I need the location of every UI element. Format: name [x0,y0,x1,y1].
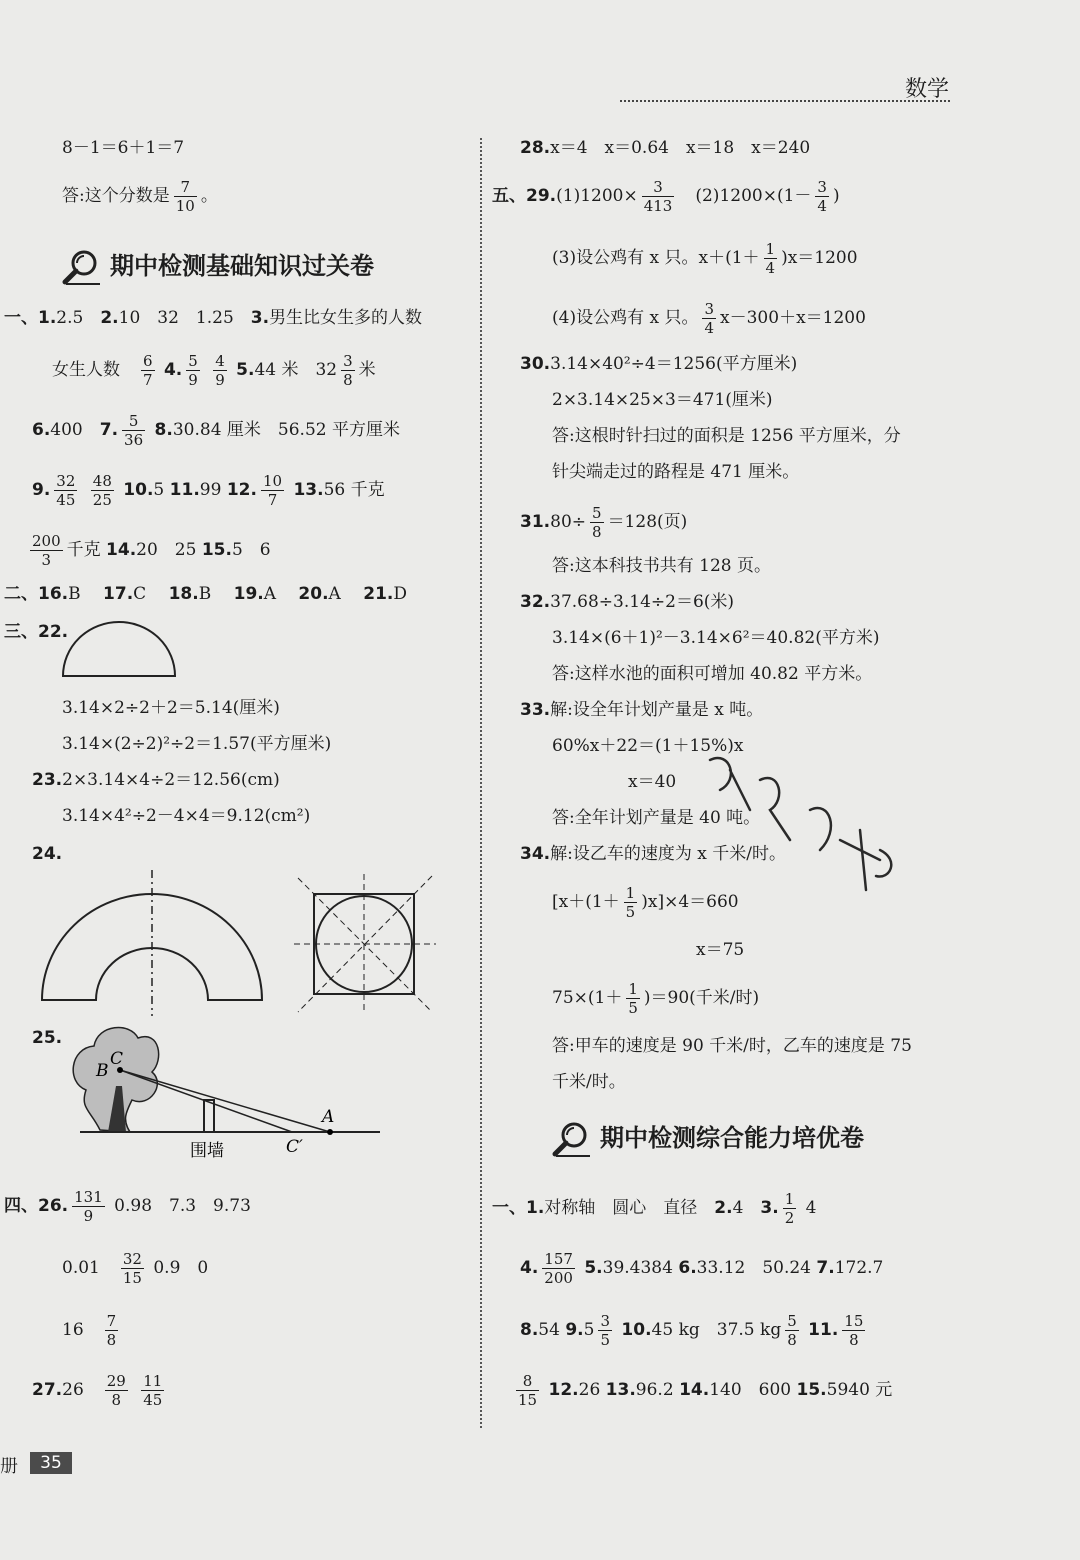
right-row-8: 针尖端走过的路程是 471 厘米。 [552,462,800,482]
column-divider [480,138,482,1428]
left-row-16: 16 $\frac{7}{8}$ [62,1312,117,1349]
left-row-9: 3.14×(2÷2)²÷2＝1.57(平方厘米) [62,734,332,754]
left-row-13: 25. [32,1028,63,1048]
right-row-22: 答:甲车的速度是 90 千米/时，乙车的速度是 75 [552,1036,912,1056]
left-row-4: 9. $\frac{32}{45}$ $\frac{48}{25}$ 10.5 11.99 12. $\frac{10}{7}$ 13.56 千克 [32,472,385,509]
left-row-7: 三、22. [4,622,69,642]
magnifier-icon [62,249,102,285]
semicircle-figure [60,618,180,680]
right-row-2: 五、29.(1)1200× $\frac{3}{413}$ (2)1200×(1－ $\frac{3}{4}$ ) [492,178,840,215]
left-row-6: 二、16.B 17.C 18.B 19.A 20.A 21.D [4,584,407,604]
right-row-25: 4. $\frac{157}{200}$ 5.39.4384 6.33.12 50.24 7.172.7 [520,1250,884,1287]
left-row-11: 3.14×4²÷2－4×4＝9.12(cm²) [62,806,311,826]
right-row-1: 28.x＝4 x＝0.64 x＝18 x＝240 [520,138,811,158]
label-a: A [322,1107,335,1127]
left-row-5: $\frac{200}{3}$ 千克 14.20 25 15.5 6 [32,532,271,569]
left-row-10: 23.2×3.14×4÷2＝12.56(cm) [32,770,280,790]
right-row-11: 32.37.68÷3.14÷2＝6(米) [520,592,735,612]
page-number: 35 [30,1452,72,1474]
left-line-1: 8－1＝6＋1＝7 [62,138,185,158]
left-row-8: 3.14×2÷2＋2＝5.14(厘米) [62,698,280,718]
right-row-19: [x＋(1＋ $\frac{1}{5}$ )x]×4＝660 [552,884,739,921]
right-row-18: 34.解:设乙车的速度为 x 千米/时。 [520,844,786,864]
magnifier-icon [552,1121,592,1157]
right-row-10: 答:这本科技书共有 128 页。 [552,556,771,576]
left-line-2: 答:这个分数是 $\frac{7}{10}$ 。 [62,178,218,215]
right-row-15: 60%x＋22＝(1＋15%)x [552,736,744,756]
figure-24 [36,868,456,1018]
label-wall: 围墙 [190,1141,224,1160]
section-title-advanced: 期中检测综合能力培优卷 [552,1118,864,1157]
right-row-23: 千米/时。 [552,1072,626,1092]
right-row-14: 33.解:设全年计划产量是 x 吨。 [520,700,764,720]
handwritten-scribble [690,750,910,900]
left-row-12: 24. [32,844,63,864]
section-title-basic: 期中检测基础知识过关卷 [62,246,374,285]
right-row-6: 2×3.14×25×3＝471(厘米) [552,390,773,410]
subject-label: 数学 [905,77,950,102]
right-row-9: 31.80÷ $\frac{5}{8}$ ＝128(页) [520,504,688,541]
right-row-20: x＝75 [696,940,745,960]
left-row-17: 27.26 $\frac{29}{8}$ $\frac{11}{45}$ [32,1372,163,1409]
right-row-24: 一、1.对称轴 圆心 直径 2.4 3. $\frac{1}{2}$ 4 [492,1190,817,1227]
left-row-15: 0.01 $\frac{32}{15}$ 0.9 0 [62,1250,209,1287]
right-row-4: (4)设公鸡有 x 只。 $\frac{3}{4}$ x－300＋x＝1200 [552,300,866,337]
right-row-13: 答:这样水池的面积可增加 40.82 平方米。 [552,664,873,684]
left-row-3: 6.400 7. $\frac{5}{36}$ 8.30.84 厘米 56.52 平方厘米 [32,412,400,449]
left-row-1: 一、1.2.5 2.10 32 1.25 3.男生比女生多的人数 [4,308,423,328]
right-row-26: 8.54 9.5 $\frac{3}{5}$ 10.45 kg 37.5 kg $\frac{5}{8}$ 11. $\frac{15}{8}$ [520,1312,864,1349]
right-row-16: x＝40 [628,772,677,792]
header-rule [620,100,950,102]
figure-25-tree [60,1020,390,1160]
right-row-5: 30.3.14×40²÷4＝1256(平方厘米) [520,354,798,374]
label-c-prime: C′ [286,1137,303,1157]
right-row-17: 答:全年计划产量是 40 吨。 [552,808,761,828]
left-row-2: 女生人数 $\frac{6}{7}$ 4. $\frac{5}{9}$ $\frac{4}{9}$ 5.44 米 32 $\frac{3}{8}$ 米 [52,352,376,389]
label-c: C [110,1049,124,1069]
right-row-21: 75×(1＋ $\frac{1}{5}$ )＝90(千米/时) [552,980,760,1017]
fraction: $\frac{7}{10}$ [175,178,195,215]
left-row-14: 四、26. $\frac{131}{9}$ 0.98 7.3 9.73 [4,1188,251,1225]
right-row-12: 3.14×(6＋1)²－3.14×6²＝40.82(平方米) [552,628,880,648]
book-label: 册 [0,1456,18,1477]
label-b: B [96,1061,109,1081]
right-row-7: 答:这根时针扫过的面积是 1256 平方厘米，分 [552,426,901,446]
right-row-27: $\frac{8}{15}$ 12.26 13.96.2 14.140 600 15.5940 元 [518,1372,893,1409]
right-row-3: (3)设公鸡有 x 只。x＋(1＋ $\frac{1}{4}$ )x＝1200 [552,240,858,277]
